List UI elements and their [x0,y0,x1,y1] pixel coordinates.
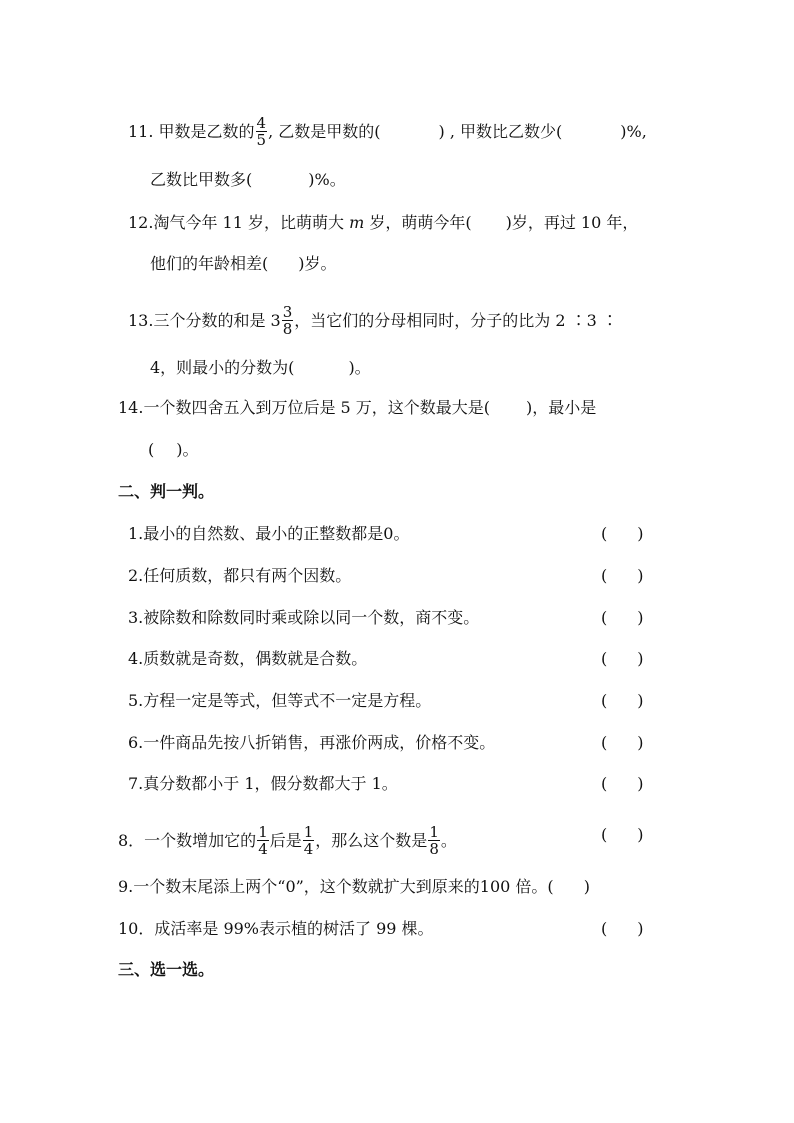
q12-text-e: )岁。 [298,254,337,273]
answer-bracket[interactable] [601,733,644,752]
fraction-numerator: 1 [429,823,439,841]
fraction-1-4 [303,824,315,857]
q12-text-c: )岁，再过 10 年， [505,213,639,232]
answer-bracket[interactable] [601,774,644,793]
q11-text-c: ) , 甲数比乙数少( [438,122,563,141]
item8-text-c: ，那么这个数是 [315,831,428,850]
fraction-denominator: 8 [429,840,439,858]
question-12-line-1 [128,213,638,233]
q13-text-b: ，当它们的分母相同时，分子的比为 2 ∶3 ∶ [294,311,618,330]
item8-text-b: 后是 [269,831,302,850]
answer-bracket[interactable] [601,919,644,938]
q14-text-b: )，最小是 [526,398,597,417]
bracket-open: ( [601,649,608,668]
fraction-numerator: 4 [256,114,267,132]
question-13-line-2 [150,358,371,378]
q13-text-d: )。 [348,358,371,377]
judge-item: 5.方程一定是等式，但等式不一定是方程。 [128,691,432,710]
fraction-denominator: 5 [256,131,267,149]
judge-item: 6.一件商品先按八折销售，再涨价两成，价格不变。 [128,733,496,752]
bracket-close: ) [637,608,644,627]
bracket-close: ) [637,919,644,938]
section-title-choose: 三、选一选。 [118,960,215,979]
judge-item-10: 10．成活率是 99%表示植的树活了 99 棵。 [118,919,434,938]
answer-bracket[interactable] [601,566,644,585]
item8-text-d: 。 [440,831,457,850]
answer-bracket[interactable] [601,608,644,627]
answer-bracket[interactable] [601,691,644,710]
q14-text-a: 14.一个数四舍五入到万位后是 5 万，这个数最大是( [118,398,491,417]
question-13-line-1 [128,305,618,338]
q14-text-c: ( [148,440,155,459]
bracket-open: ( [601,566,608,585]
fraction-numerator: 1 [303,823,314,841]
question-14-line-2 [148,440,199,460]
bracket-open: ( [601,608,608,627]
q11-text-b: , 乙数是甲数的( [268,122,381,141]
q12-text-b: 岁，萌萌今年( [364,213,472,232]
fraction-numerator: 3 [282,303,293,321]
q14-text-d: )。 [176,440,199,459]
question-14-line-1 [118,398,596,418]
bracket-open: ( [601,524,608,543]
question-11-line-1 [128,116,647,149]
bracket-open: ( [601,733,608,752]
fraction-numerator: 1 [258,823,268,841]
answer-bracket[interactable] [601,524,644,543]
bracket-close: ) [637,774,644,793]
fraction-4-5 [256,115,268,148]
judge-item: 3.被除数和除数同时乘或除以同一个数，商不变。 [128,608,480,627]
bracket-open: ( [601,691,608,710]
bracket-close: ) [637,566,644,585]
fraction-3-8 [282,304,294,337]
answer-bracket[interactable] [601,649,644,668]
q11-text-e: 乙数比甲数多( [150,170,253,189]
judge-item-9[interactable] [118,877,590,897]
q13-text-a: 13.三个分数的和是 3 [128,311,281,330]
fraction-denominator: 4 [303,840,314,858]
answer-bracket[interactable] [601,825,644,844]
bracket-close: ) [637,733,644,752]
bracket-close: ) [637,524,644,543]
q11-text-f: )%。 [308,170,346,189]
q11-text-a: 11. 甲数是乙数的 [128,122,255,141]
judge-item: 4.质数就是奇数，偶数就是合数。 [128,649,368,668]
bracket-open: ( [601,825,608,844]
bracket-close: ) [637,649,644,668]
bracket-close: ) [637,825,644,844]
judge-item: 7.真分数都小于 1，假分数都大于 1。 [128,774,398,793]
fraction-1-8 [428,824,440,857]
judge-item: 1.最小的自然数、最小的正整数都是0。 [128,524,410,543]
q11-text-d: )%, [620,122,647,141]
bracket-close: ) [583,877,590,896]
q12-text-a: 12.淘气今年 11 岁，比萌萌大 [128,213,350,232]
q12-text-d: 他们的年龄相差( [150,254,269,273]
q13-text-c: 4，则最小的分数为( [150,358,295,377]
fraction-1-4 [257,824,269,857]
q12-variable: m [349,213,365,232]
judge-item: 2.任何质数，都只有两个因数。 [128,566,352,585]
bracket-open: ( [601,774,608,793]
question-12-line-2 [150,254,337,274]
bracket-close: ) [637,691,644,710]
item8-text-a: 8．一个数增加它的 [118,831,257,850]
question-11-line-2 [150,170,346,190]
fraction-denominator: 8 [282,320,293,338]
fraction-denominator: 4 [258,840,268,858]
bracket-open: ( [601,919,608,938]
section-title-judge: 二、判一判。 [118,482,215,501]
item9-text: 9.一个数末尾添上两个“0”，这个数就扩大到原来的100 倍。( [118,877,554,896]
judge-item-8 [118,825,457,858]
